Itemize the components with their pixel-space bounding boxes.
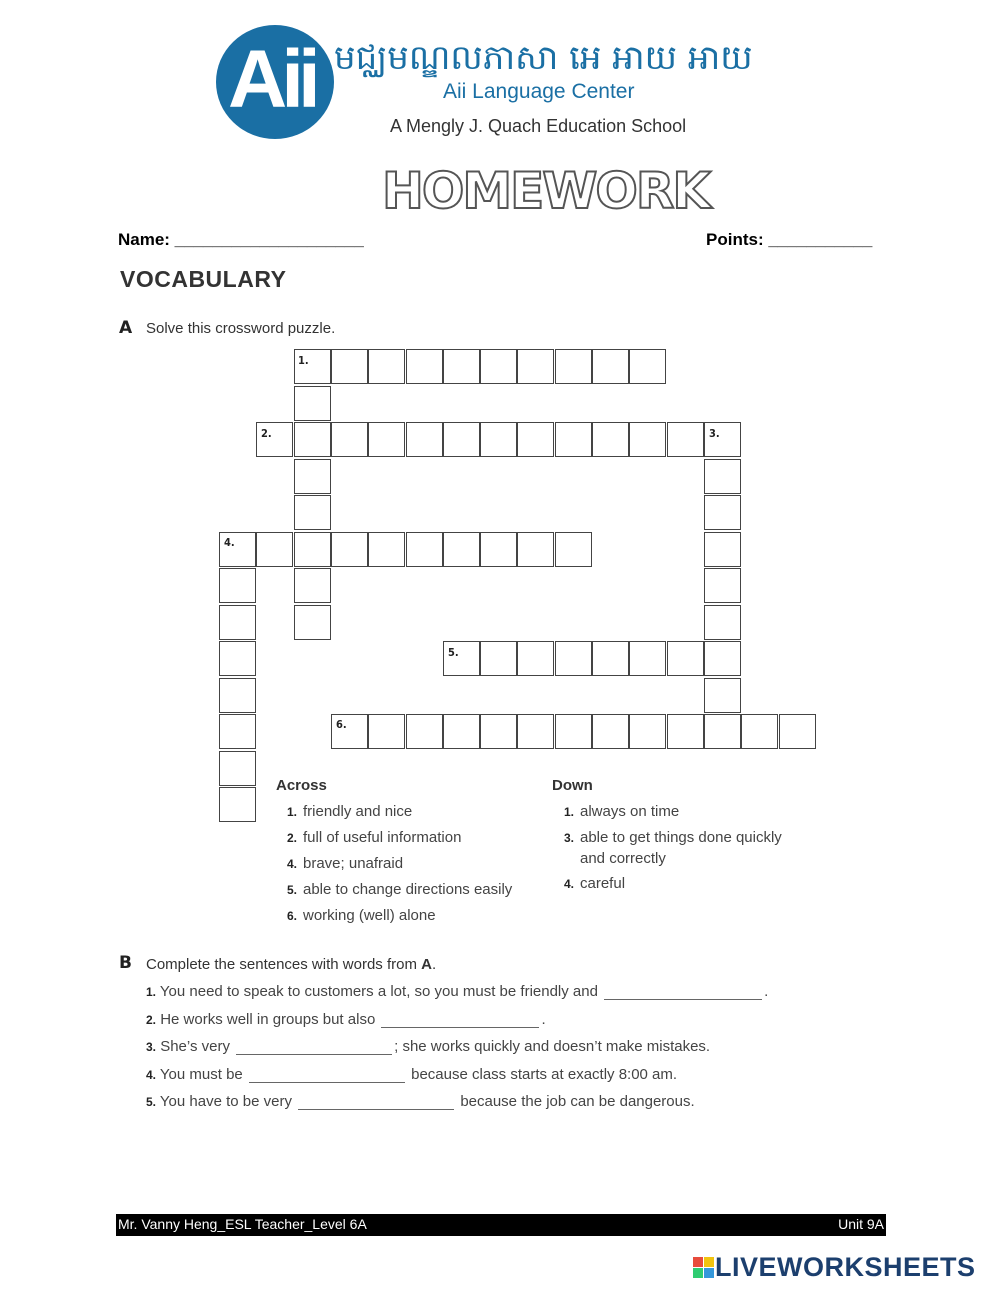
crossword-cell[interactable] <box>555 422 592 457</box>
clue-number-6: 6. <box>336 718 347 731</box>
crossword-cell[interactable] <box>443 532 480 567</box>
crossword-cell[interactable] <box>704 714 741 749</box>
crossword-cell[interactable] <box>667 641 704 676</box>
khmer-school-name: មជ្ឈមណ្ឌលភាសា អេ អាយ អាយ <box>334 38 753 78</box>
crossword-cell[interactable] <box>629 422 666 457</box>
crossword-cell[interactable] <box>629 641 666 676</box>
crossword-cell[interactable] <box>294 495 331 530</box>
crossword-cell[interactable] <box>480 641 517 676</box>
section-title: VOCABULARY <box>120 266 287 292</box>
crossword-cell[interactable] <box>480 714 517 749</box>
crossword-cell[interactable] <box>443 422 480 457</box>
down-clue: 3. able to get things done quickly <box>564 829 782 846</box>
crossword-cell[interactable] <box>517 532 554 567</box>
crossword-cell[interactable] <box>406 422 443 457</box>
crossword-cell[interactable] <box>219 568 256 603</box>
crossword-cell[interactable] <box>219 641 256 676</box>
crossword-cell[interactable] <box>219 714 256 749</box>
crossword-cell[interactable] <box>704 495 741 530</box>
crossword-cell[interactable] <box>406 714 443 749</box>
crossword-cell[interactable] <box>555 714 592 749</box>
crossword-cell[interactable] <box>406 349 443 384</box>
crossword-cell[interactable] <box>480 532 517 567</box>
crossword-cell[interactable] <box>517 349 554 384</box>
liveworksheets-icon <box>693 1257 715 1279</box>
crossword-cell[interactable] <box>480 422 517 457</box>
sentence-2: 2. He works well in groups but also . <box>146 1011 546 1028</box>
crossword-cell[interactable] <box>592 714 629 749</box>
crossword-cell[interactable] <box>294 532 331 567</box>
crossword-cell[interactable] <box>294 459 331 494</box>
down-clue: 1. always on time <box>564 803 680 820</box>
crossword-cell[interactable] <box>704 605 741 640</box>
crossword-cell[interactable] <box>629 714 666 749</box>
crossword-cell[interactable] <box>704 568 741 603</box>
crossword-cell[interactable] <box>443 714 480 749</box>
crossword-cell[interactable] <box>331 349 368 384</box>
liveworksheets-name: LIVEWORKSHEETS <box>715 1252 976 1282</box>
down-heading: Down <box>552 777 593 794</box>
across-clue: 5. able to change directions easily <box>287 881 513 898</box>
sentence-4: 4. You must be because class starts at exactly 8:00 am. <box>146 1066 678 1083</box>
crossword-cell[interactable] <box>704 641 741 676</box>
answer-blank-4[interactable] <box>249 1081 405 1083</box>
crossword-cell[interactable] <box>704 459 741 494</box>
crossword-cell[interactable] <box>779 714 816 749</box>
crossword-cell[interactable] <box>368 532 405 567</box>
points-field: Points: ___________ <box>706 230 873 249</box>
crossword-cell[interactable] <box>331 422 368 457</box>
crossword-cell[interactable] <box>704 532 741 567</box>
answer-blank-3[interactable] <box>236 1053 392 1055</box>
clue-number-5: 5. <box>448 646 459 659</box>
clue-number-4: 4. <box>224 536 235 549</box>
crossword-cell[interactable] <box>629 349 666 384</box>
crossword-cell[interactable] <box>443 349 480 384</box>
school-subtitle: A Mengly J. Quach Education School <box>390 116 687 136</box>
clue-number-1: 1. <box>298 354 309 367</box>
down-clue: 4. careful <box>564 875 626 892</box>
crossword-cell[interactable] <box>219 751 256 786</box>
crossword-cell[interactable] <box>219 678 256 713</box>
crossword-cell[interactable] <box>256 532 293 567</box>
name-field[interactable]: Name: ____________________ <box>118 230 364 249</box>
crossword-cell[interactable] <box>368 714 405 749</box>
clue-number-2: 2. <box>261 427 272 440</box>
crossword-cell[interactable] <box>704 678 741 713</box>
liveworksheets-brand <box>693 1252 976 1283</box>
answer-blank-5[interactable] <box>298 1108 454 1110</box>
footer-bar <box>116 1214 886 1236</box>
part-b-letter: B <box>119 953 132 973</box>
crossword-cell[interactable] <box>219 787 256 822</box>
crossword-cell[interactable] <box>741 714 778 749</box>
crossword-cell[interactable] <box>406 532 443 567</box>
crossword-cell[interactable] <box>592 641 629 676</box>
crossword-cell[interactable] <box>555 349 592 384</box>
crossword-cell[interactable] <box>517 422 554 457</box>
crossword-cell[interactable] <box>667 714 704 749</box>
crossword-cell[interactable] <box>517 641 554 676</box>
crossword-cell[interactable] <box>480 349 517 384</box>
crossword-cell[interactable] <box>294 422 331 457</box>
crossword-cell[interactable] <box>667 422 704 457</box>
sentence-3: 3. She’s very ; she works quickly and doesn’t make mistakes. <box>146 1038 711 1055</box>
across-clue: 4. brave; unafraid <box>287 855 404 872</box>
crossword-cell[interactable] <box>219 605 256 640</box>
sentence-5: 5. You have to be very because the job can be dangerous. <box>146 1093 695 1110</box>
crossword-cell[interactable] <box>368 422 405 457</box>
crossword-cell[interactable] <box>294 605 331 640</box>
logo-text: Aii <box>228 34 315 125</box>
part-a-letter: A <box>119 318 133 338</box>
across-heading: Across <box>276 777 327 794</box>
answer-blank-1[interactable] <box>604 998 762 1000</box>
center-name: Aii Language Center <box>443 80 635 103</box>
across-clue: 6. working (well) alone <box>287 907 436 924</box>
across-clue: 1. friendly and nice <box>287 803 413 820</box>
homework-title: HOMEWORK <box>382 162 710 220</box>
crossword-cell[interactable] <box>555 532 592 567</box>
crossword-cell[interactable] <box>294 568 331 603</box>
part-b-instruction: Complete the sentences with words from A. <box>146 956 437 973</box>
crossword-cell[interactable] <box>555 641 592 676</box>
crossword-cell[interactable] <box>517 714 554 749</box>
down-clue: and correctly <box>580 850 666 867</box>
crossword-cell[interactable] <box>331 532 368 567</box>
crossword-cell[interactable] <box>368 349 405 384</box>
clue-number-3: 3. <box>709 427 720 440</box>
crossword-cell[interactable] <box>592 422 629 457</box>
part-a-instruction: Solve this crossword puzzle. <box>146 320 336 337</box>
footer-unit: Unit 9A <box>838 1216 884 1232</box>
sentence-1: 1. You need to speak to customers a lot, so you must be friendly and . <box>146 983 769 1000</box>
answer-blank-2[interactable] <box>381 1026 539 1028</box>
crossword-cell[interactable] <box>592 349 629 384</box>
across-clue: 2. full of useful information <box>287 829 462 846</box>
crossword-cell[interactable] <box>294 386 331 421</box>
footer-teacher: Mr. Vanny Heng_ESL Teacher_Level 6A <box>118 1216 367 1232</box>
